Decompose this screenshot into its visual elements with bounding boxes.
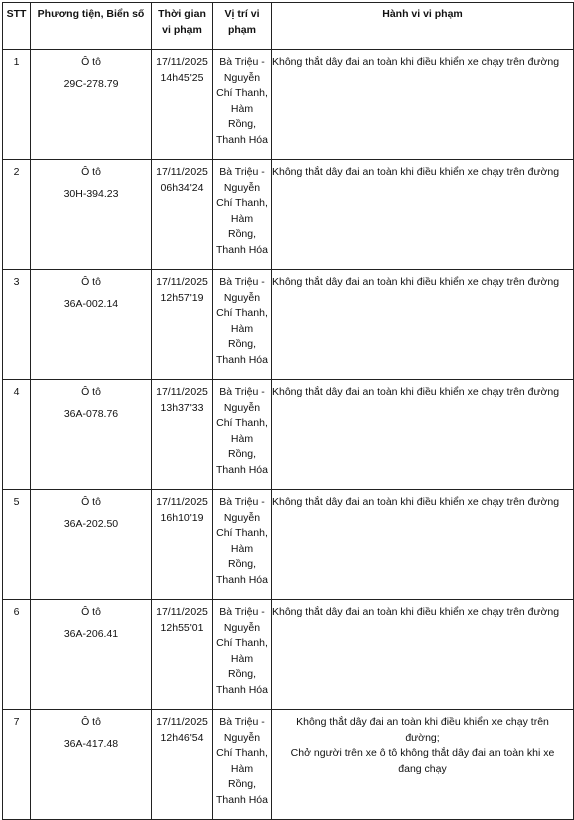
row-location — [213, 50, 272, 160]
row-location — [213, 710, 272, 820]
header-row — [3, 3, 574, 50]
location-line: Hàm — [230, 102, 254, 115]
vehicle-type: Ô tô — [81, 276, 101, 288]
header-time — [152, 3, 213, 50]
violation-time: 06h34'24 — [160, 181, 204, 194]
row-vehicle — [31, 600, 152, 710]
row-vehicle — [31, 50, 152, 160]
location-line: Nguyễn — [223, 511, 261, 524]
header-vehicle: Phương tiện, Biển số — [31, 3, 152, 50]
table-row — [3, 160, 574, 270]
vehicle-type: Ô tô — [81, 496, 101, 508]
header-location-line1: Vị trí vi — [224, 8, 260, 20]
violation-description: Không thắt dây đai an toàn khi điều khiển xe chạy trên đường — [272, 606, 560, 618]
violation-description: Không thắt dây đai an toàn khi điều khiển xe chạy trên đường — [272, 56, 560, 68]
row-time — [152, 160, 213, 270]
table-header — [3, 3, 574, 50]
location-line: Hàm — [230, 652, 254, 665]
location-line: Hàm — [230, 212, 254, 225]
row-action — [272, 600, 574, 710]
row-action — [272, 50, 574, 160]
violation-date: 17/11/2025 — [156, 606, 208, 618]
location-line: Nguyễn — [223, 401, 261, 414]
location-line: Thanh Hóa — [216, 243, 268, 256]
row-action — [272, 710, 574, 820]
violation-description: Không thắt dây đai an toàn khi điều khiển xe chạy trên đường — [272, 166, 560, 178]
violations-table — [2, 2, 574, 820]
violation-time: 13h37'33 — [160, 401, 204, 414]
table-row — [3, 270, 574, 380]
location-line: Bà Triệu - — [219, 276, 265, 288]
location-line: Hàm — [230, 542, 254, 555]
location-line: Chí Thanh, — [216, 747, 268, 759]
row-stt: 2 — [3, 160, 31, 270]
row-time — [152, 490, 213, 600]
location-line: Chí Thanh, — [216, 197, 268, 209]
row-vehicle — [31, 380, 152, 490]
row-stt: 6 — [3, 600, 31, 710]
violation-description: Không thắt dây đai an toàn khi điều khiển xe chạy trên đường — [272, 276, 560, 288]
location-line: Bà Triệu - — [219, 496, 265, 508]
table-row — [3, 380, 574, 490]
license-plate: 36A-078.76 — [63, 407, 119, 420]
location-line: Rồng, — [227, 118, 257, 130]
location-line: Bà Triệu - — [219, 166, 265, 178]
location-line: Rồng, — [227, 558, 257, 570]
row-location — [213, 600, 272, 710]
location-line: Nguyễn — [223, 181, 261, 194]
location-line: Nguyễn — [223, 621, 261, 634]
location-line: Hàm — [230, 762, 254, 775]
table-row — [3, 490, 574, 600]
location-line: Bà Triệu - — [219, 716, 265, 728]
license-plate: 36A-002.14 — [63, 297, 119, 310]
table-row — [3, 710, 574, 820]
location-line: Chí Thanh, — [216, 87, 268, 99]
vehicle-type: Ô tô — [81, 716, 101, 728]
vehicle-type: Ô tô — [81, 386, 101, 398]
location-line: Hàm — [230, 322, 254, 335]
row-action — [272, 380, 574, 490]
row-vehicle — [31, 490, 152, 600]
violation-time: 12h46'54 — [160, 731, 204, 744]
row-location — [213, 160, 272, 270]
header-time-line1: Thời gian — [158, 8, 206, 20]
row-location — [213, 380, 272, 490]
table-row — [3, 600, 574, 710]
vehicle-type: Ô tô — [81, 166, 101, 178]
location-line: Thanh Hóa — [216, 133, 268, 146]
violation-description: Không thắt dây đai an toàn khi điều khiển xe chạy trên — [296, 716, 549, 728]
violation-description: đường; — [405, 731, 440, 744]
row-stt: 4 — [3, 380, 31, 490]
location-line: Nguyễn — [223, 291, 261, 304]
location-line: Chí Thanh, — [216, 527, 268, 539]
violation-date: 17/11/2025 — [156, 56, 208, 68]
location-line: Thanh Hóa — [216, 463, 268, 476]
row-action — [272, 270, 574, 380]
violation-description: Chở người trên xe ô tô không thắt dây đai an toàn khi xe — [290, 747, 555, 759]
violation-time: 12h57'19 — [160, 291, 204, 304]
location-line: Thanh Hóa — [216, 353, 268, 366]
row-time — [152, 710, 213, 820]
violation-description: Không thắt dây đai an toàn khi điều khiển xe chạy trên đường — [272, 386, 560, 398]
location-line: Bà Triệu - — [219, 56, 265, 68]
location-line: Bà Triệu - — [219, 606, 265, 618]
license-plate: 36A-206.41 — [63, 627, 119, 640]
location-line: Rồng, — [227, 338, 257, 350]
license-plate: 30H-394.23 — [63, 187, 119, 200]
location-line: Rồng, — [227, 448, 257, 460]
row-action — [272, 160, 574, 270]
violation-date: 17/11/2025 — [156, 716, 208, 728]
header-stt: STT — [3, 3, 31, 50]
row-location — [213, 490, 272, 600]
violation-description: Không thắt dây đai an toàn khi điều khiển xe chạy trên đường — [272, 496, 560, 508]
location-line: Thanh Hóa — [216, 573, 268, 586]
violation-date: 17/11/2025 — [156, 496, 208, 508]
row-time — [152, 50, 213, 160]
location-line: Rồng, — [227, 778, 257, 790]
location-line: Rồng, — [227, 228, 257, 240]
row-stt: 5 — [3, 490, 31, 600]
location-line: Nguyễn — [223, 71, 261, 84]
location-line: Nguyễn — [223, 731, 261, 744]
row-time — [152, 380, 213, 490]
location-line: Bà Triệu - — [219, 386, 265, 398]
vehicle-type: Ô tô — [81, 56, 101, 68]
license-plate: 36A-202.50 — [63, 517, 119, 530]
row-stt: 3 — [3, 270, 31, 380]
row-time — [152, 270, 213, 380]
row-vehicle — [31, 160, 152, 270]
header-time-line2: vi phạm — [162, 23, 202, 36]
violation-date: 17/11/2025 — [156, 276, 208, 288]
row-location — [213, 270, 272, 380]
location-line: Rồng, — [227, 668, 257, 680]
row-vehicle — [31, 710, 152, 820]
location-line: Thanh Hóa — [216, 793, 268, 806]
violation-time: 12h55'01 — [160, 621, 204, 634]
row-time — [152, 600, 213, 710]
license-plate: 29C-278.79 — [63, 77, 119, 90]
location-line: Chí Thanh, — [216, 417, 268, 429]
row-vehicle — [31, 270, 152, 380]
header-action: Hành vi vi phạm — [272, 3, 574, 50]
location-line: Hàm — [230, 432, 254, 445]
license-plate: 36A-417.48 — [63, 737, 119, 750]
table-row — [3, 50, 574, 160]
location-line: Thanh Hóa — [216, 683, 268, 696]
table-body — [3, 50, 574, 820]
violation-time: 14h45'25 — [160, 71, 204, 84]
violation-date: 17/11/2025 — [156, 386, 208, 398]
header-location — [213, 3, 272, 50]
location-line: Chí Thanh, — [216, 307, 268, 319]
row-stt: 1 — [3, 50, 31, 160]
location-line: Chí Thanh, — [216, 637, 268, 649]
row-action — [272, 490, 574, 600]
violation-time: 16h10'19 — [160, 511, 204, 524]
vehicle-type: Ô tô — [81, 606, 101, 618]
violation-description: đang chạy — [398, 762, 447, 775]
header-location-line2: phạm — [227, 23, 256, 36]
violation-date: 17/11/2025 — [156, 166, 208, 178]
row-stt: 7 — [3, 710, 31, 820]
